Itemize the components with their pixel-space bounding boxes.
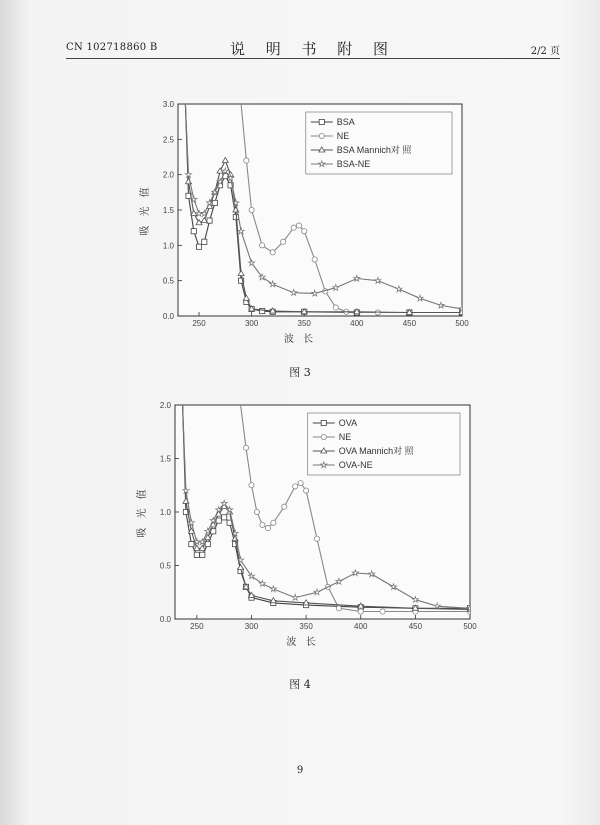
fig3-data-point: [244, 158, 249, 163]
fig4-xtick-label: 250: [190, 622, 204, 631]
fig4-legend-label: OVA: [338, 418, 358, 428]
fig3-legend-marker: [319, 133, 324, 138]
fig3-legend-label: BSA-NE: [336, 159, 371, 169]
fig3-data-point: [270, 250, 275, 255]
fig3-data-point: [260, 243, 265, 248]
fig3-ylabel: 吸 光 值: [140, 184, 151, 236]
fig3-ytick-label: 2.0: [162, 170, 174, 180]
fig4-xtick-label: 450: [408, 622, 423, 631]
figure-4-caption: 图 4: [289, 678, 311, 691]
fig3-xtick-label: 400: [350, 319, 364, 328]
fig3-ytick-label: 1.0: [162, 241, 174, 251]
fig3-data-point: [212, 200, 217, 205]
fig3-data-point: [291, 225, 296, 230]
fig4-data-point: [249, 483, 254, 488]
header-title: 说 明 书 附 图: [229, 40, 397, 58]
fig4-data-point: [200, 552, 205, 557]
fig4-ytick-label: 2.0: [159, 401, 171, 410]
fig4-data-point: [222, 515, 227, 520]
fig3-xtick-label: 350: [297, 319, 311, 328]
fig4-data-point: [336, 606, 341, 611]
fig3-data-point: [312, 257, 317, 262]
fig4-xlabel: 波 长: [286, 637, 319, 648]
fig4-data-point: [282, 504, 287, 509]
header-page: 2/2 页: [530, 46, 560, 57]
fig3-data-point: [302, 229, 307, 234]
fig3-xtick-label: 300: [244, 319, 259, 328]
fig4-data-point: [304, 488, 309, 493]
fig3-data-point: [191, 229, 196, 234]
fig4-data-point: [243, 445, 248, 450]
fig4-ytick-label: 0.5: [159, 561, 171, 571]
fig4-ylabel: 吸 光 值: [137, 486, 148, 538]
fig4-data-point: [358, 609, 363, 614]
fig4-data-point: [254, 509, 259, 514]
fig3-data-point: [207, 218, 212, 223]
fig4-ytick-label: 1.5: [159, 454, 171, 464]
figure-4-chart: [0, 392, 600, 660]
fig4-data-point: [265, 525, 270, 530]
fig3-xtick-label: 500: [455, 319, 469, 328]
figure-3-chart: [0, 92, 600, 352]
fig3-data-point: [260, 308, 265, 313]
fig4-data-point: [271, 520, 276, 525]
page-header: [66, 38, 560, 59]
figure-3-caption: 图 3: [289, 366, 311, 379]
fig4-data-point: [194, 552, 199, 557]
fig3-data-point: [202, 239, 207, 244]
fig3-xlabel: 波 长: [283, 334, 317, 345]
fig4-legend-label: OVA-NE: [338, 460, 373, 470]
fig3-xtick-label: 250: [192, 319, 206, 328]
fig4-xtick-label: 300: [244, 622, 259, 631]
fig4-data-point: [189, 542, 194, 547]
patent-number: CN 102718860 B: [66, 42, 158, 53]
fig4-ytick-label: 0.0: [159, 615, 171, 624]
fig3-xtick-label: 450: [402, 319, 417, 328]
fig4-legend-marker: [321, 420, 326, 425]
fig4-xtick-label: 350: [299, 622, 313, 631]
fig3-data-point: [196, 244, 201, 249]
fig4-xtick-label: 400: [354, 622, 368, 631]
fig3-legend-box: [306, 112, 452, 174]
fig4-legend-box: [308, 413, 460, 475]
fig3-legend-label: NE: [336, 131, 350, 141]
fig4-data-point: [293, 484, 298, 489]
page-number: 9: [296, 765, 304, 776]
fig4-legend-label: OVA Mannich对 照: [338, 446, 414, 456]
fig3-ytick-label: 2.5: [162, 135, 174, 145]
fig3-ytick-label: 0.5: [162, 276, 174, 286]
fig3-data-point: [333, 305, 338, 310]
fig4-ytick-label: 1.0: [159, 508, 171, 517]
fig4-data-point: [260, 522, 265, 527]
fig3-legend-label: BSA Mannich对 照: [336, 145, 412, 155]
fig3-data-point: [296, 223, 301, 228]
fig3-data-point: [249, 207, 254, 212]
fig4-data-point: [380, 609, 385, 614]
fig3-ytick-label: 0.0: [162, 312, 174, 321]
fig4-legend-marker: [321, 434, 326, 439]
fig3-legend-label: BSA: [336, 117, 355, 127]
fig3-ytick-label: 3.0: [162, 100, 174, 109]
fig4-data-point: [314, 536, 319, 541]
fig4-legend-label: NE: [338, 432, 352, 442]
fig3-legend-marker: [319, 119, 324, 124]
fig3-data-point: [281, 239, 286, 244]
fig4-data-point: [298, 481, 303, 486]
fig3-ytick-label: 1.5: [162, 206, 174, 215]
fig4-xtick-label: 500: [463, 622, 477, 631]
